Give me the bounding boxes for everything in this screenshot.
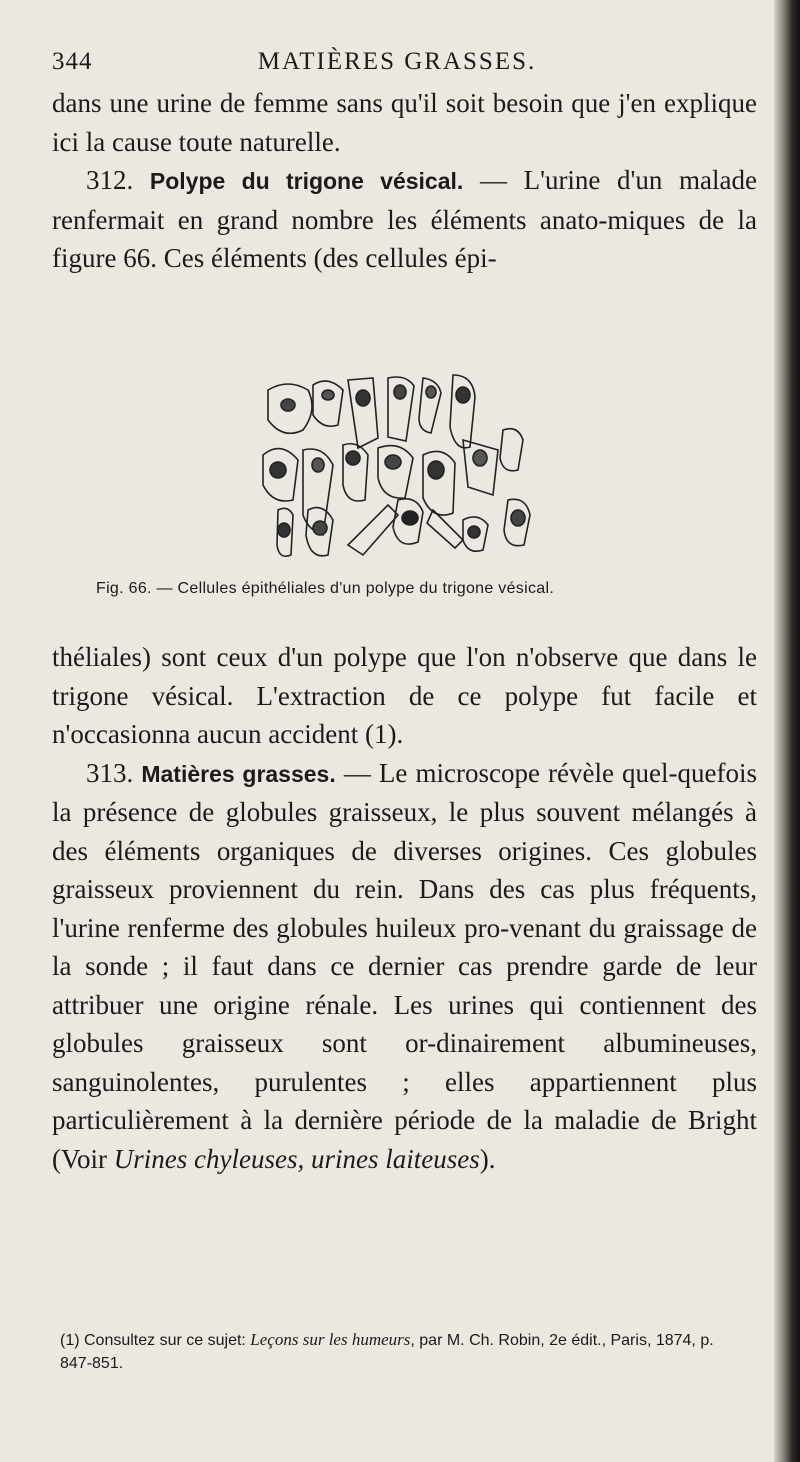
section-title: Polype du trigone vésical. (149, 168, 464, 194)
paragraph-intro: dans une urine de femme sans qu'il soit besoin que j'en explique ici la cause toute naturelle. (52, 88, 757, 157)
paragraph-continued: théliales) sont ceux d'un polype que l'on n'observe que dans le trigone vésical. L'extraction de ce polype fut facile et n'occasionna aucun accident (1). (52, 642, 757, 749)
section-number: 312. (86, 165, 134, 195)
section-text-end: ). (479, 1143, 496, 1174)
footnote (60, 1328, 750, 1375)
footnote-lead: (1) Consultez sur ce sujet: (60, 1332, 251, 1349)
cross-reference: Urines chyleuses, urines laiteuses (113, 1143, 480, 1174)
section-text: — L'urine d'un malade renfermait en grand nombre les éléments anato-miques de la figure 66. Ces éléments (des cellules épi- (52, 165, 758, 273)
footnote-title: Leçons sur les humeurs (250, 1330, 411, 1349)
section-number: 313. (86, 757, 134, 788)
page-number: 344 (52, 48, 93, 75)
binding-edge (774, 0, 800, 1462)
section-312 (52, 161, 757, 278)
figure-66-illustration (248, 370, 548, 570)
section-313 (52, 754, 757, 1179)
footnote-rest: , par M. Ch. Robin, 2e édit., Paris, 1874, p. 847-851. (60, 1332, 714, 1372)
epithelial-cells-drawing (248, 370, 548, 570)
section-text: — Le microscope révèle quel-quefois la présence de globules graisseux, le plus souvent mélangés à des éléments organiques de diverses origines. Ces globules graisseux proviennent du rein. Dans des cas plus fréquents, l'urine renferme des globules huileux pro-venant du graissage de la sonde ; il faut dans ce dernier cas prendre garde de leur attribuer une origine rénale. Les urines qui contiennent des globules graisseux sont or-dinairement albumineuses, sanguinolentes, purulentes ; elles appartiennent plus particulièrement à la dernière période de la maladie de Bright (Voir (52, 757, 757, 1174)
running-title: MATIÈRES GRASSES. (257, 48, 537, 75)
figure-caption: Fig. 66. — Cellules épithéliales d'un polype du trigone vésical. (96, 580, 555, 597)
running-header (52, 48, 742, 82)
text-block-bottom (52, 638, 757, 1178)
section-title: Matières grasses. (141, 760, 336, 787)
text-block-top (52, 84, 757, 278)
